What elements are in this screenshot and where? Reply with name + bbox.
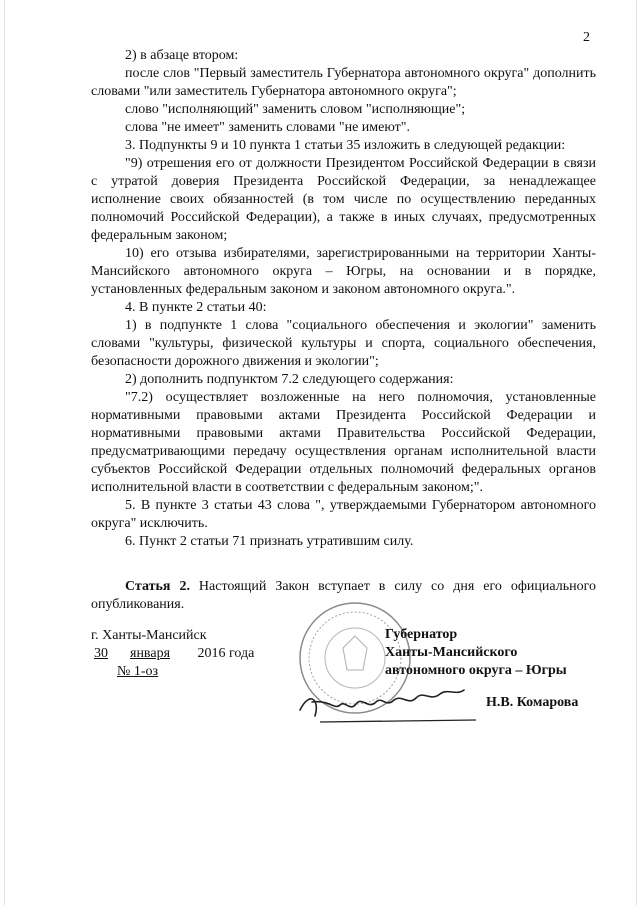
handwritten-signature	[290, 650, 480, 730]
article-text: Настоящий Закон вступает в силу со дня его официального опубликования.	[91, 579, 596, 612]
paragraph: 6. Пункт 2 статьи 71 признать утратившим силу.	[125, 534, 414, 549]
paragraph: после слов "Первый заместитель Губернатора автономного округа" дополнить словами "или заместитель Губернатора автономного округа";	[91, 66, 596, 99]
date-month: января	[130, 646, 171, 661]
date-line	[91, 645, 291, 663]
paragraph: 3. Подпункты 9 и 10 пункта 1 статьи 35 изложить в следующей редакции:	[125, 138, 566, 153]
paragraph: 1) в подпункте 1 слова "социального обеспечения и экологии" заменить словами "культуры, физической культуры и спорта, социального обеспечения, безопасности дорожного движения и экологии";	[91, 318, 596, 369]
number-prefix: №	[117, 664, 131, 679]
city: г. Ханты-Мансийск	[91, 628, 207, 643]
place-and-date	[91, 627, 291, 681]
paragraph: 4. В пункте 2 статьи 40:	[125, 300, 267, 315]
signatory-line: Ханты-Мансийского	[385, 645, 518, 660]
scan-edge-left	[4, 0, 5, 905]
page-number: 2	[583, 30, 590, 45]
paragraph: 5. В пункте 3 статьи 43 слова ", утверждаемыми Губернатором автономного округа" исключить.	[91, 498, 596, 531]
signatory-name: Н.В. Комарова	[486, 695, 579, 710]
paragraph: слова "не имеет" заменить словами "не имеют".	[125, 120, 410, 135]
signatory-line: автономного округа – Югры	[385, 663, 567, 678]
paragraph: 2) дополнить подпунктом 7.2 следующего содержания:	[125, 372, 454, 387]
date-year: 2016 года	[197, 646, 255, 661]
paragraph: 10) его отзыва избирателями, зарегистрированными на территории Ханты-Мансийского автономного округа – Югры, на основании и в порядке, установленных федеральным законом и законом автономного округа.".	[91, 246, 596, 297]
signatory-line: Губернатор	[385, 627, 458, 642]
law-number: 1-оз	[133, 664, 159, 679]
law-body	[91, 47, 596, 614]
date-day: 30	[94, 646, 108, 661]
paragraph: слово "исполняющий" заменить словом "исполняющие";	[125, 102, 466, 117]
paragraph: 2) в абзаце втором:	[125, 48, 239, 63]
article-title: Статья 2.	[125, 579, 190, 594]
law-number-line	[91, 663, 291, 681]
paragraph: "9) отрешения его от должности Президентом Российской Федерации в связи с утратой доверия Президента Российской Федерации, за ненадлежащее исполнение своих обязанностей (в том числе по осуществлению переданных полномочий Российской Федерации), а также в иных случаях, предусмотренных федеральным законом;	[91, 156, 596, 243]
scan-edge-right	[636, 0, 637, 905]
paragraph: "7.2) осуществляет возложенные на него полномочия, установленные нормативными правовыми актами Президента Российской Федерации и нормативными правовыми актами Правительства Российской Федерации, предусматривающими передачу осуществления органам исполнительной власти субъектов Российской Федерации отдельных полномочий федеральных органов исполнительной власти в соответствии с федеральным законом;".	[91, 390, 596, 495]
